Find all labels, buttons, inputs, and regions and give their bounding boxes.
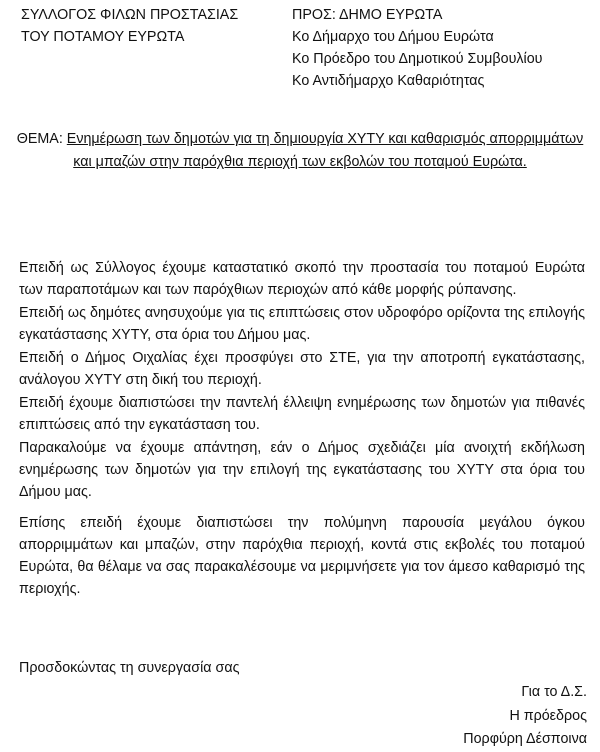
signature-block <box>463 681 587 752</box>
letter-body <box>19 257 585 601</box>
recipient-to: ΠΡΟΣ: ΔΗΜΟ ΕΥΡΩΤΑ <box>292 7 443 23</box>
signature-title: Η πρόεδρος <box>509 707 587 724</box>
body-paragraph: Επειδή ως Σύλλογος έχουμε καταστατικό σκοπό την προστασία του ποταμού Ευρώτα των παραποτάμων και των παρόχθιων περιοχών από κάθε μορφής ρύπανσης. <box>19 260 585 298</box>
body-paragraph: Επειδή ως δημότες ανησυχούμε για τις επιπτώσεις στον υδροφόρο ορίζοντα της επιλογής εγκατάστασης ΧΥΤΥ, στα όρια του Δήμου μας. <box>19 305 585 343</box>
recipient-mayor: Κο Δήμαρχο του Δήμου Ευρώτα <box>292 29 494 45</box>
subject-text: Ενημέρωση των δημοτών για τη δημιουργία ΧΥΤΥ και καθαρισμός απορριμμάτων και μπαζών στην παρόχθια περιοχή των εκβολών του ποταμού Ευρώτα. <box>66 131 584 170</box>
sender-block <box>21 4 271 48</box>
signature-for-board: Για το Δ.Σ. <box>521 684 587 700</box>
body-paragraph: Επειδή έχουμε διαπιστώσει την παντελή έλλειψη ενημέρωσης των δημοτών για πιθανές επιπτώσεις από την εγκατάσταση του. <box>19 395 585 433</box>
subject-line <box>12 128 588 173</box>
subject-label: ΘΕΜΑ: <box>16 131 63 147</box>
signature-name: Πορφύρη Δέσποινα <box>463 731 587 747</box>
recipient-block <box>292 4 592 92</box>
body-paragraph: Παρακαλούμε να έχουμε απάντηση, εάν ο Δήμος σχεδιάζει μία ανοιχτή εκδήλωση ενημέρωσης των δημοτών για την επιλογή της εγκατάστασης του ΧΥΤΥ στα όρια του Δήμου μας. <box>19 440 585 500</box>
sender-line-2: ΤΟΥ ΠΟΤΑΜΟΥ ΕΥΡΩΤΑ <box>21 29 185 45</box>
closing-line: Προσδοκώντας τη συνεργασία σας <box>19 660 240 676</box>
recipient-deputy-mayor: Κο Αντιδήμαρχο Καθαριότητας <box>292 73 485 89</box>
recipient-council-president: Κο Πρόεδρο του Δημοτικού Συμβουλίου <box>292 51 543 67</box>
body-paragraph: Επειδή ο Δήμος Οιχαλίας έχει προσφύγει στο ΣΤΕ, για την αποτροπή εγκατάστασης, ανάλογου ΧΥΤΥ στη δική του περιοχή. <box>19 350 585 388</box>
sender-line-1: ΣΥΛΛΟΓΟΣ ΦΙΛΩΝ ΠΡΟΣΤΑΣΙΑΣ <box>21 7 239 23</box>
body-paragraph: Επίσης επειδή έχουμε διαπιστώσει την πολύμηνη παρουσία μεγάλου όγκου απορριμμάτων και μπαζών, στην παρόχθια περιοχή, κοντά στις εκβολές του ποταμού Ευρώτα, θα θέλαμε να σας παρακαλέσουμε να μεριμνήσετε για τον άμεσο καθαρισμό της περιοχής. <box>19 515 585 597</box>
